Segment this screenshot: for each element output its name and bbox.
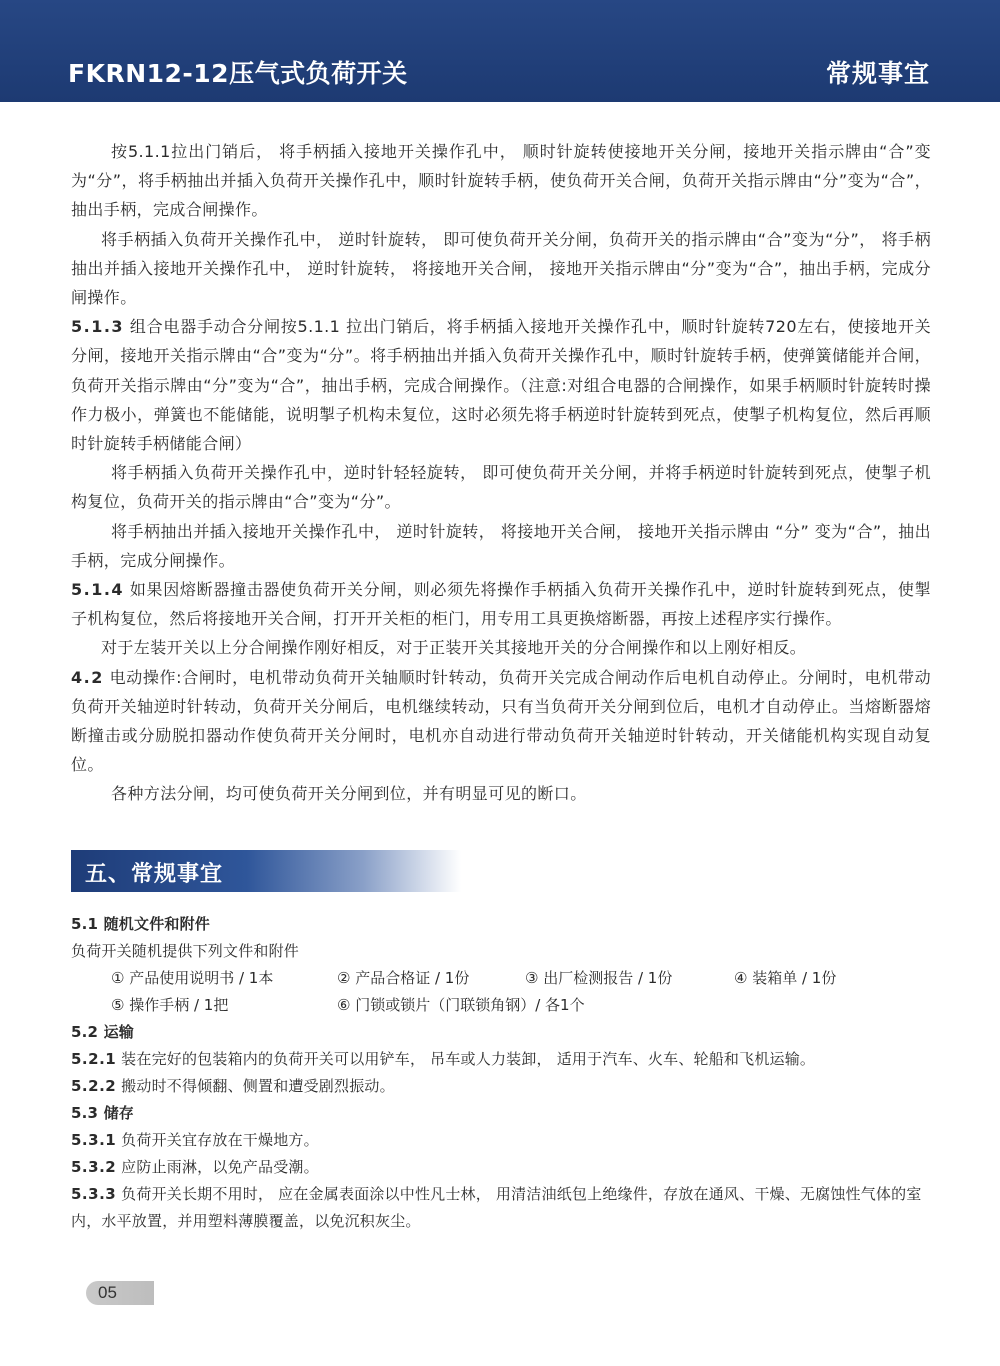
paragraph: 按5.1.1拉出门销后， 将手柄插入接地开关操作孔中， 顺时针旋转使接地开关分闸，接地开关指示牌由“合”变为“分”，将手柄抽出并插入负荷开关操作孔中，顺时针旋转手柄，使负荷开关合闸，负荷开关指示牌由“分”变为“合”，抽出手柄，完成合闸操作。 <box>71 142 931 220</box>
subsection-heading: 5.3 储存 <box>71 1104 134 1122</box>
page-number: 05 <box>98 1283 117 1302</box>
clause: 5.3.2 应防止雨淋，以免产品受潮。 <box>71 1158 319 1176</box>
paragraph: 将手柄插入负荷开关操作孔中， 逆时针旋转， 即可使负荷开关分闸，负荷开关的指示牌由“合”变为“分”， 将手柄抽出并插入接地开关操作孔中， 逆时针旋转， 将接地开关合闸， 接地开关指示牌由“分”变为“合”，抽出手柄，完成分闸操作。 <box>71 229 931 308</box>
chapter-title: 常规事宜 <box>825 59 930 88</box>
clause-number: 4.2 <box>71 667 104 687</box>
clause-number: 5.1.3 <box>71 317 125 337</box>
list-item: ③ 出厂检测报告 / 1份 <box>525 969 673 987</box>
list-item: ① 产品使用说明书 / 1本 <box>111 969 274 987</box>
accessory-list-row <box>71 965 931 992</box>
clause: 5.3.3 负荷开关长期不用时， 应在金属表面涂以中性凡士林， 用清洁油纸包上绝缘件，存放在通风、干燥、无腐蚀性气体的室内，水平放置，并用塑料薄膜覆盖，以免沉积灰尘。 <box>71 1185 922 1230</box>
clause: 5.3.1 负荷开关宜存放在干燥地方。 <box>71 1131 319 1149</box>
list-item: ② 产品合格证 / 1份 <box>337 969 470 987</box>
paragraph: 5.1.3 组合电器手动合分闸按5.1.1 拉出门销后，将手柄插入接地开关操作孔中，顺时针旋转720左右，使接地开关分闸，接地开关指示牌由“合”变为“分”。将手柄抽出并插入负荷开关操作孔中，顺时针旋转手柄，使弹簧储能并合闸，负荷开关指示牌由“分”变为“合”，抽出手柄，完成合闸操作。（注意:对组合电器的合闸操作，如果手柄顺时针旋转时操作力极小，弹簧也不能储能，说明掣子机构未复位，这时必须先将手柄逆时针旋转到死点，使掣子机构复位，然后再顺时针旋转手柄储能合闸） <box>71 317 931 454</box>
product-model-title: FKRN12-12压气式负荷开关 <box>68 59 408 88</box>
section-heading-bar <box>71 850 461 892</box>
accessory-list-row <box>71 992 931 1019</box>
paragraph: 4.2 电动操作:合闸时，电机带动负荷开关轴顺时针转动，负荷开关完成合闸动作后电机自动停止。分闸时，电机带动负荷开关轴逆时针转动，负荷开关分闸后，电机继续转动，只有当负荷开关分闸到位后，电机才自动停止。当熔断器熔断撞击或分励脱扣器动作使负荷开关分闸时，电机亦自动进行带动负荷开关轴逆时针转动，开关储能机构实现自动复位。 <box>71 667 931 775</box>
clause-number: 5.1.4 <box>71 580 125 600</box>
subsection-text: 负荷开关随机提供下列文件和附件 <box>71 942 300 960</box>
clause: 5.2.2 搬动时不得倾翻、侧置和遭受剧烈振动。 <box>71 1077 395 1095</box>
list-item: ⑥ 门锁或锁片（门联锁角钢）/ 各1个 <box>337 996 585 1014</box>
subsection-heading: 5.2 运输 <box>71 1023 134 1041</box>
list-item: ④ 装箱单 / 1份 <box>734 969 837 987</box>
paragraph: 对于左装开关以上分合闸操作刚好相反，对于正装开关其接地开关的分合闸操作和以上刚好相反。 <box>101 638 807 658</box>
paragraph: 5.1.4 如果因熔断器撞击器使负荷开关分闸，则必须先将操作手柄插入负荷开关操作孔中，逆时针旋转到死点，使掣子机构复位，然后将接地开关合闸，打开开关柜的柜门，用专用工具更换熔断器，再按上述程序实行操作。 <box>71 580 931 629</box>
operation-text <box>71 137 931 809</box>
paragraph: 将手柄插入负荷开关操作孔中，逆时针轻轻旋转， 即可使负荷开关分闸，并将手柄逆时针旋转到死点，使掣子机构复位，负荷开关的指示牌由“合”变为“分”。 <box>71 463 931 512</box>
paragraph: 各种方法分闸，均可使负荷开关分闸到位，并有明显可见的断口。 <box>111 784 587 804</box>
section-title: 五、常规事宜 <box>85 862 224 887</box>
clause: 5.2.1 装在完好的包装箱内的负荷开关可以用铲车， 吊车或人力装卸， 适用于汽车、火车、轮船和飞机运输。 <box>71 1050 816 1068</box>
paragraph: 将手柄抽出并插入接地开关操作孔中， 逆时针旋转， 将接地开关合闸， 接地开关指示牌由 “分” 变为“合”，抽出手柄，完成分闸操作。 <box>71 521 931 570</box>
page-header <box>0 0 1000 102</box>
subsection-heading: 5.1 随机文件和附件 <box>71 915 210 933</box>
general-matters-section <box>71 911 931 1235</box>
page-number-tab <box>86 1281 154 1305</box>
list-item: ⑤ 操作手柄 / 1把 <box>111 996 229 1014</box>
